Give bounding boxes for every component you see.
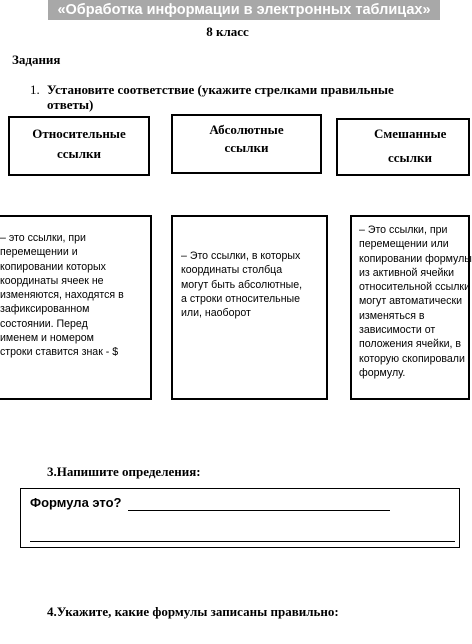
category-absolute-box[interactable] — [171, 114, 322, 174]
definition-2-line: координаты столбца — [181, 264, 283, 277]
question-3-heading: 3.Напишите определения: — [47, 464, 201, 479]
category-mixed-box[interactable] — [336, 118, 470, 176]
question-4-heading: 4.Укажите, какие формулы записаны правильно: — [47, 604, 339, 619]
definition-3-line: которую скопировали — [359, 352, 465, 365]
definition-1-line: именем и номером — [0, 332, 94, 345]
tasks-heading: Задания — [12, 52, 61, 67]
page-title-banner: «Обработка информации в электронных таблицах» — [48, 0, 440, 20]
category-absolute-line1: Абсолютные — [209, 122, 284, 137]
question-1-line2: ответы) — [47, 97, 94, 112]
answer-line-2[interactable] — [30, 541, 455, 542]
grade-label: 8 класс — [206, 24, 249, 39]
category-mixed-line1: Смешанные — [374, 126, 447, 141]
definition-3-line: относительной ссылки — [359, 281, 470, 294]
definition-3-line: зависимости от — [359, 324, 436, 337]
definition-box-2[interactable] — [171, 215, 328, 400]
definition-box-1[interactable] — [0, 215, 152, 400]
definition-3-line: из активной ячейки — [359, 266, 454, 279]
category-absolute-line2: ссылки — [224, 140, 269, 155]
category-relative-line1: Относительные — [32, 126, 126, 141]
definition-2-line: а строки относительные — [181, 292, 301, 305]
question-1-line1: Установите соответствие (укажите стрелками правильные — [47, 82, 394, 97]
definition-2-line: могут быть абсолютные, — [181, 278, 303, 291]
definition-1-line: – это ссылки, при — [0, 232, 86, 244]
definition-2-line: – Это ссылки, в которых — [181, 250, 301, 262]
definition-3-line: – Это ссылки, при — [359, 224, 448, 236]
definition-1-line: копировании которых — [0, 260, 106, 273]
definition-box-3[interactable] — [350, 215, 470, 400]
definition-1-line: координаты ячеек не — [0, 274, 104, 287]
definition-3-line: формулу. — [359, 366, 406, 379]
definition-1-line: перемещении и — [0, 246, 78, 259]
definition-1-line: строки ставится знак - $ — [0, 346, 119, 359]
definition-3-line: изменяться в — [359, 309, 425, 322]
definition-3-line: копировании формулы — [359, 252, 472, 265]
definition-1-line: состоянии. Перед — [0, 317, 88, 330]
definition-3-line: могут автоматически — [359, 295, 463, 308]
category-relative-box[interactable] — [8, 116, 150, 176]
definition-3-line: перемещении или — [359, 238, 449, 251]
category-relative-line2: ссылки — [57, 146, 101, 161]
category-mixed-line2: ссылки — [388, 150, 432, 165]
definition-3-line: положения ячейки, в — [359, 338, 462, 351]
question-1-text — [47, 82, 447, 112]
formula-prompt: Формула это? — [30, 495, 122, 510]
question-1-number: 1. — [30, 82, 40, 97]
answer-line-1[interactable] — [128, 510, 390, 511]
definition-1-line: зафиксированном — [0, 303, 90, 316]
definition-1-line: изменяются, находятся в — [0, 289, 124, 302]
definition-2-line: или, наоборот — [181, 307, 251, 320]
